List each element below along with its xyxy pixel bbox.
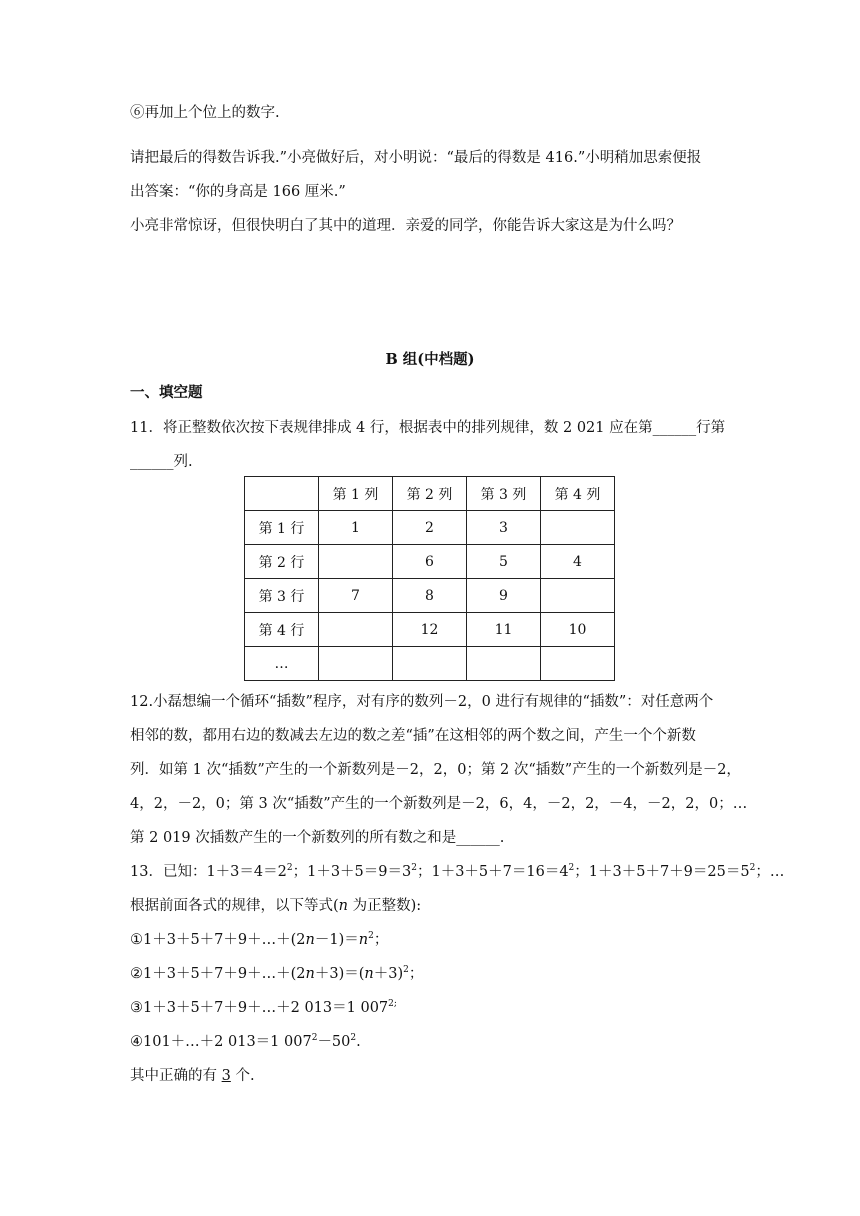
q13-text: ； (373, 932, 389, 948)
table-cell: … (245, 647, 319, 681)
text-line: 请把最后的得数告诉我.”小亮做好后，对小明说：“最后的得数是 416.”小明稍加思索便报 (130, 150, 702, 166)
q13-answer (130, 1066, 255, 1086)
q13-text: －1)＝ (314, 932, 359, 948)
table-cell (319, 613, 393, 647)
exponent: 2 (403, 965, 409, 975)
q13-text: 个. (230, 1068, 255, 1084)
q13-text: －50 (317, 1034, 351, 1050)
table-cell (467, 647, 541, 681)
q13-statement-3 (130, 998, 397, 1018)
variable: n (358, 932, 369, 948)
table-row (245, 647, 615, 681)
table-cell: 10 (541, 613, 615, 647)
table-header-row (245, 477, 615, 511)
q13-line-1 (130, 862, 784, 882)
q12-line-3: 列．如第 1 次“插数”产生的一个新数列是－2，2，0；第 2 次“插数”产生的一个新数列是－2， (130, 762, 741, 778)
table-cell: 5 (467, 545, 541, 579)
table-cell (541, 511, 615, 545)
q13-text: 为正整数): (348, 898, 422, 914)
q13-statement-4 (130, 1032, 361, 1052)
q13-text: ；1＋3＋5＝9＝3 (292, 864, 412, 880)
section-subtitle: 一、填空题 (130, 384, 203, 401)
table-cell: 2 (393, 511, 467, 545)
table-cell: 12 (393, 613, 467, 647)
table-cell (541, 647, 615, 681)
table-cell: 9 (467, 579, 541, 613)
table-cell: 第 4 列 (541, 477, 615, 511)
table-cell: 第 2 行 (245, 545, 319, 579)
table-row (245, 511, 615, 545)
table-row (245, 613, 615, 647)
q11-line-2: ______列. (130, 454, 193, 470)
table-row (245, 545, 615, 579)
q12-line-4: 4，2，－2，0；第 3 次“插数”产生的一个新数列是－2，6，4，－2，2，－4，－2，2，0；… (130, 796, 748, 812)
table-cell (319, 545, 393, 579)
q13-text: 其中正确的有 (130, 1068, 222, 1084)
table-cell: 第 1 行 (245, 511, 319, 545)
q12-line-2: 相邻的数，都用右边的数减去左边的数之差“插”在这相邻的两个数之间，产生一个个新数 (130, 728, 696, 744)
q13-statement-2 (130, 964, 423, 984)
q13-text: ①1＋3＋5＋7＋9＋…＋(2 (130, 932, 306, 948)
text-line: 小亮非常惊讶，但很快明白了其中的道理．亲爱的同学，你能告诉大家这是为什么吗？ (130, 218, 681, 234)
variable: n (305, 932, 315, 948)
table-cell: 11 (467, 613, 541, 647)
q13-text: ④101＋…＋2 013＝1 007 (130, 1034, 312, 1050)
variable: n (305, 966, 315, 982)
q12-line-5: 第 2 019 次插数产生的一个新数列的所有数之和是______. (130, 830, 505, 846)
exponent: 2 (411, 863, 417, 873)
exponent: 2; (388, 999, 397, 1009)
exponent: 2 (350, 1033, 357, 1043)
q13-text: ； (408, 966, 424, 982)
table-cell: 第 4 行 (245, 613, 319, 647)
exponent: 2 (368, 931, 374, 941)
exponent: 2 (749, 863, 756, 873)
table-cell: 4 (541, 545, 615, 579)
exponent: 2 (311, 1033, 318, 1043)
q12-line-1: 12.小磊想编一个循环“插数”程序，对有序的数列－2，0 进行有规律的“插数”：对任意两个 (130, 694, 714, 710)
q13-statement-1 (130, 930, 388, 950)
q13-text: ③1＋3＋5＋7＋9＋…＋2 013＝1 007 (130, 1000, 389, 1016)
variable: n (338, 898, 348, 914)
text-line: ⑥再加上个位上的数字. (130, 105, 280, 121)
section-title: B 组(中档题) (385, 351, 475, 368)
table-cell: 1 (319, 511, 393, 545)
q13-text: ＋3)＝( (314, 966, 365, 982)
table-cell (245, 477, 319, 511)
q13-text: ＋3) (373, 966, 404, 982)
text-line: 出答案：“你的身高是 166 厘米.” (130, 184, 346, 200)
q13-text: 13．已知：1＋3＝4＝2 (130, 864, 287, 880)
exponent: 2 (286, 863, 293, 873)
table-cell: 6 (393, 545, 467, 579)
table-cell: 第 1 列 (319, 477, 393, 511)
q13-line-2 (130, 896, 421, 916)
table-cell (541, 579, 615, 613)
table-cell: 第 3 列 (467, 477, 541, 511)
q11-line-1: 11．将正整数依次按下表规律排成 4 行，根据表中的排列规律，数 2 021 应在第______行第 (130, 420, 726, 436)
table-row (245, 579, 615, 613)
q13-text: . (356, 1034, 361, 1050)
table-cell: 第 3 行 (245, 579, 319, 613)
number-table (244, 476, 615, 681)
answer-value: 3 (221, 1068, 231, 1084)
exponent: 2 (568, 863, 575, 873)
table-cell: 7 (319, 579, 393, 613)
q13-text: ；… (755, 864, 785, 880)
q13-text: ；1＋3＋5＋7＝16＝4 (416, 864, 569, 880)
variable: n (364, 966, 374, 982)
table-cell (393, 647, 467, 681)
table-cell: 8 (393, 579, 467, 613)
q13-text: ；1＋3＋5＋7＋9＝25＝5 (574, 864, 750, 880)
table-cell: 3 (467, 511, 541, 545)
q13-text: ②1＋3＋5＋7＋9＋…＋(2 (130, 966, 306, 982)
table-cell (319, 647, 393, 681)
table-cell: 第 2 列 (393, 477, 467, 511)
q13-text: 根据前面各式的规律，以下等式( (130, 898, 339, 914)
